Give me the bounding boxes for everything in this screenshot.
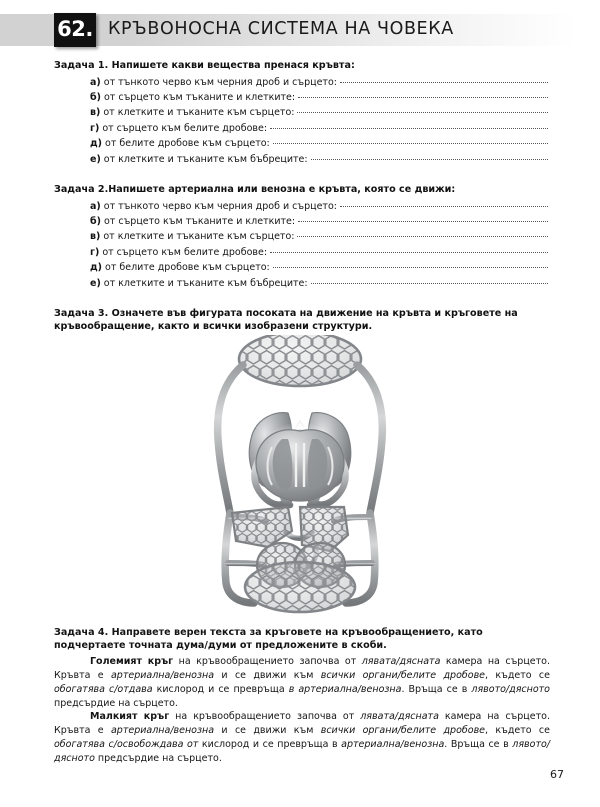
task-4-paragraph-2 xyxy=(54,710,550,766)
paragraph-text: и се движи към xyxy=(214,724,321,736)
paragraph-text: . Връща се в xyxy=(444,738,513,750)
paragraph-text: предсърдие на сърцето. xyxy=(54,697,178,709)
page-title: КРЪВОНОСНА СИСТЕМА НА ЧОВЕКА xyxy=(108,19,454,39)
dotted-answer-leader[interactable] xyxy=(311,158,548,160)
circulatory-system-figure xyxy=(0,335,600,620)
answer-line-д[interactable] xyxy=(54,136,548,151)
choice-option-pair[interactable]: обогатява с/отдава xyxy=(54,683,153,695)
answer-line-label: в) xyxy=(90,231,101,243)
answer-line-prompt: от белите дробове към сърцето: xyxy=(105,262,270,274)
task-4-paragraph-1 xyxy=(54,655,550,711)
circulatory-diagram-svg xyxy=(0,335,600,620)
answer-line-д[interactable] xyxy=(54,260,548,275)
answer-line-в[interactable] xyxy=(54,229,548,244)
dotted-answer-leader[interactable] xyxy=(298,220,548,222)
paragraph-text: камера на сърцето. Кръвта е xyxy=(54,656,550,681)
answer-line-prompt: от клетките и тъканите към бъбреците: xyxy=(103,277,308,289)
answer-line-г[interactable] xyxy=(54,121,548,136)
task-1-title: Задача 1. Напишете какви вещества пренася кръвта: xyxy=(54,60,355,71)
dotted-answer-leader[interactable] xyxy=(273,266,548,268)
paragraph-text: предсърдие на сърцето. xyxy=(94,752,222,764)
task-1-items xyxy=(54,75,548,167)
choice-option-pair[interactable]: артериална/венозна xyxy=(110,669,215,681)
answer-line-prompt: от клетките и тъканите към сърцето: xyxy=(103,107,295,119)
paragraph-text: камера на сърцето. Кръвта е xyxy=(54,711,550,736)
dotted-answer-leader[interactable] xyxy=(311,282,548,284)
heart xyxy=(254,422,346,502)
answer-line-prompt: от тънкото черво към черния дроб и сърцето: xyxy=(103,200,337,212)
choice-option-pair[interactable]: всички органи/белите дробове xyxy=(320,724,486,736)
answer-line-label: б) xyxy=(90,216,101,228)
dotted-answer-leader[interactable] xyxy=(270,127,548,129)
choice-option-pair[interactable]: лявата/дясната xyxy=(361,656,441,667)
task-2-items xyxy=(54,199,548,291)
answer-line-prompt: от клетките и тъканите към сърцето: xyxy=(103,231,295,243)
choice-option-pair[interactable]: лявата/дясната xyxy=(360,711,439,722)
answer-line-prompt: от белите дробове към сърцето: xyxy=(105,138,270,150)
answer-line-label: в) xyxy=(90,107,101,119)
answer-line-prompt: от сърцето към тъканите и клетките: xyxy=(103,216,296,228)
choice-option-pair[interactable]: лявото/дясното xyxy=(54,738,550,764)
dotted-answer-leader[interactable] xyxy=(340,205,548,207)
choice-option-pair[interactable]: артериална/венозна xyxy=(110,724,215,736)
answer-line-б[interactable] xyxy=(54,214,548,229)
answer-line-а[interactable] xyxy=(54,75,548,90)
choice-option-pair[interactable]: лявото/дясното xyxy=(471,683,550,695)
answer-line-б[interactable] xyxy=(54,90,548,105)
paragraph-text: кислород и се превръща в xyxy=(198,738,342,750)
answer-line-prompt: от сърцето към белите дробове: xyxy=(102,122,268,134)
dotted-answer-leader[interactable] xyxy=(297,235,548,237)
answer-line-label: г) xyxy=(90,122,100,134)
page-number: 67 xyxy=(550,768,564,781)
choice-option-pair[interactable]: в артериална/венозна xyxy=(288,683,402,695)
choice-option-pair[interactable]: обогатява с/освобождава от xyxy=(54,738,199,750)
answer-line-label: е) xyxy=(90,153,101,165)
task-2-title: Задача 2.Напишете артериална или венозна е кръвта, която се движи: xyxy=(54,184,456,195)
answer-line-label: д) xyxy=(90,262,103,274)
answer-line-label: г) xyxy=(90,246,100,258)
dotted-answer-leader[interactable] xyxy=(270,251,548,253)
dotted-answer-leader[interactable] xyxy=(297,111,548,113)
answer-line-prompt: от сърцето към белите дробове: xyxy=(102,246,268,258)
answer-line-а[interactable] xyxy=(54,199,548,214)
paragraph-text: и се движи към xyxy=(214,669,321,681)
task-3 xyxy=(54,308,548,335)
answer-line-е[interactable] xyxy=(54,152,548,167)
paragraph-text: , където се xyxy=(485,724,550,736)
answer-line-г[interactable] xyxy=(54,245,548,260)
answer-line-prompt: от тънкото черво към черния дроб и сърцето: xyxy=(103,76,337,88)
paragraph-text: на кръвообращението започва от xyxy=(169,711,361,722)
lesson-number: 62. xyxy=(57,16,93,41)
answer-line-в[interactable] xyxy=(54,105,548,120)
answer-line-prompt: от клетките и тъканите към бъбреците: xyxy=(103,153,308,165)
task-4-title: Задача 4. Направете верен текста за кръговете на кръвообращението, като подчертаете точната дума/думи от предложените в скоби. xyxy=(54,627,483,652)
answer-line-prompt: от сърцето към тъканите и клетките: xyxy=(103,92,296,104)
paragraph-text: , където се xyxy=(485,669,550,681)
task-1 xyxy=(54,60,548,167)
answer-line-label: д) xyxy=(90,138,103,150)
head-capillary-network xyxy=(230,335,375,393)
dotted-answer-leader[interactable] xyxy=(298,96,548,98)
answer-line-label: е) xyxy=(90,277,101,289)
paragraph-lead-term: Големият кръг xyxy=(90,656,174,667)
paragraph-text: кислород и се превръща xyxy=(152,683,289,695)
answer-line-е[interactable] xyxy=(54,276,548,291)
paragraph-text: . Връща се в xyxy=(401,683,472,695)
task-2 xyxy=(54,184,548,291)
choice-option-pair[interactable]: всички органи/белите дробове xyxy=(320,669,486,681)
dotted-answer-leader[interactable] xyxy=(273,142,548,144)
paragraph-text: на кръвообращението започва от xyxy=(173,656,362,667)
paragraph-lead-term: Малкият кръг xyxy=(90,711,170,722)
task-3-title: Задача 3. Означете във фигурата посоката на движение на кръвта и кръговете на кръвообращение, както и всички изобразени структури. xyxy=(54,308,518,332)
lesson-number-badge xyxy=(54,13,96,47)
answer-line-label: а) xyxy=(90,76,101,88)
answer-line-label: а) xyxy=(90,200,101,212)
dotted-answer-leader[interactable] xyxy=(340,81,548,83)
answer-line-label: б) xyxy=(90,92,101,104)
choice-option-pair[interactable]: артериална/венозна xyxy=(341,738,445,750)
